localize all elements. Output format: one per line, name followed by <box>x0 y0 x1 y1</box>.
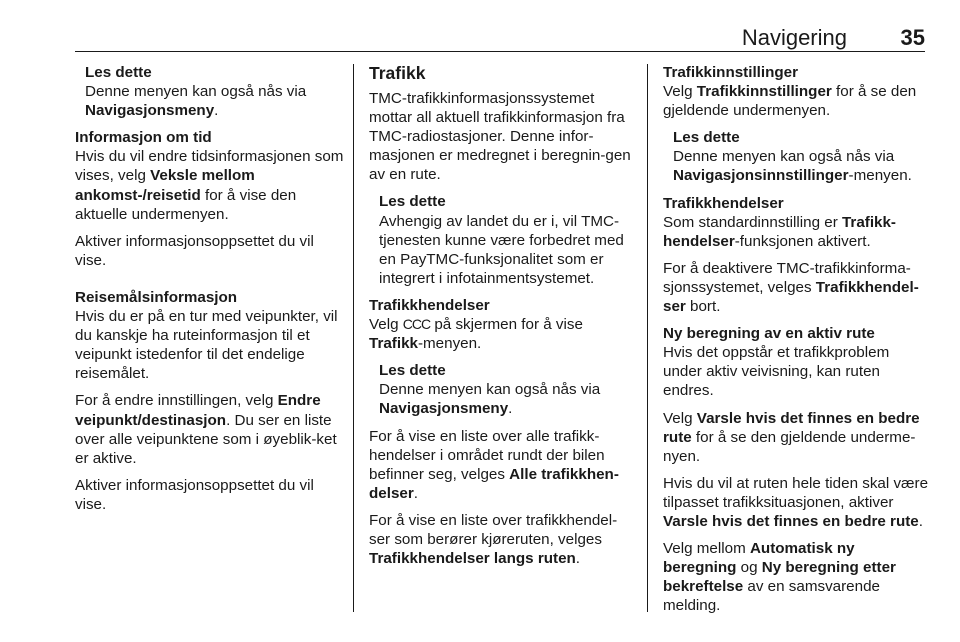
note-title: Les dette <box>85 64 152 81</box>
paragraph <box>663 213 929 251</box>
text: . <box>413 484 418 502</box>
text: for å se den gjeldende undermenyen. <box>663 83 917 120</box>
paragraph <box>369 511 635 568</box>
heading-traffic-events: Trafikkhendelser <box>663 194 784 212</box>
paragraph <box>663 82 929 120</box>
paragraph: Aktiver informasjonsoppsettet du vil vise. <box>75 232 314 269</box>
text: Velg <box>369 316 403 334</box>
text: For å vise en liste over alle trafikk‐hendelser i området rundt der bilen befinner seg, velges <box>369 427 605 483</box>
paragraph: TMC-trafikkinformasjonssystemet mottar all aktuell trafikkinformasjon fra TMC-radiostasjoner. Denne infor‐masjonen er medregnet i beregnin‐gen av en rute. <box>369 90 631 184</box>
menu-item-ref: Trafikkinnstillinger <box>696 83 832 101</box>
menu-item-ref: Veksle mellom ankomst-/reisetid <box>75 167 255 204</box>
paragraph: Hvis det oppstår et trafikkproblem under aktiv veivisning, kan ruten endres. <box>663 344 890 400</box>
text: Velg <box>663 83 697 101</box>
menu-item-ref: Varsle hvis det finnes en bedre rute <box>663 409 920 446</box>
page-number: 35 <box>900 25 925 50</box>
paragraph <box>75 391 345 467</box>
traffic-icon: CCC <box>402 316 431 333</box>
text: Hvis du vil endre tidsinformasjonen som vises, velg <box>75 148 344 185</box>
paragraph <box>663 539 929 615</box>
heading-time-info: Informasjon om tid <box>75 129 212 147</box>
page-header <box>75 27 925 49</box>
menu-item-ref: Ny beregning etter bekreftelse <box>663 559 896 596</box>
paragraph <box>663 474 929 531</box>
text: Velg mellom <box>663 540 750 558</box>
text: Velg <box>663 409 697 427</box>
note-title: Les dette <box>673 129 740 147</box>
paragraph <box>369 315 635 353</box>
menu-item-ref: Trafikk <box>369 335 418 353</box>
heading-traffic-settings: Trafikkinnstillinger <box>663 64 799 81</box>
column-divider-2 <box>647 64 648 612</box>
text: Som standardinnstilling er <box>663 213 842 231</box>
text: -funksjonen aktivert. <box>734 232 871 250</box>
note-end: . <box>508 400 513 418</box>
note-text: Denne menyen kan også nås via <box>379 381 601 399</box>
paragraph: Hvis du er på en tur med veipunkter, vil du kanskje ha ruteinformasjon til et veipunkt istedenfor til det endelige reisemålet. <box>75 308 338 383</box>
column-1 <box>75 63 345 522</box>
text: . <box>918 512 923 530</box>
text: av en samsvarende melding. <box>663 578 880 615</box>
paragraph <box>75 147 345 223</box>
menu-item-ref: Alle trafikkhen‐delser <box>369 465 619 502</box>
text: -menyen. <box>417 335 482 353</box>
chapter-title: Navigering <box>741 25 847 50</box>
header-rule <box>75 51 925 52</box>
menu-item-ref: Trafikkhendelser langs ruten <box>369 550 576 568</box>
heading-traffic: Trafikk <box>369 63 426 83</box>
note-box <box>85 63 345 120</box>
column-2 <box>369 63 635 576</box>
note-text: Avhengig av landet du er i, vil TMC-tjenesten kunne være forbedret med en PayTMC-funksjonalitet som er integrert i infotainmentsystemet. <box>379 212 624 287</box>
note-text: Denne menyen kan også nås via <box>673 148 895 166</box>
text: for å se den gjeldende underme‐nyen. <box>663 428 916 465</box>
menu-item-ref: Automatisk ny beregning <box>663 540 855 577</box>
note-box <box>379 192 635 287</box>
paragraph <box>369 427 635 503</box>
note-menu-name: Navigasjonsmeny <box>85 102 215 120</box>
heading-destination-info: Reisemålsinformasjon <box>75 288 238 306</box>
menu-item-ref: Trafikk‐hendelser <box>663 213 896 250</box>
note-end: -menyen. <box>848 167 912 185</box>
note-menu-name: Navigasjonsmeny <box>379 400 509 418</box>
column-3 <box>663 63 929 623</box>
text: og <box>736 559 762 577</box>
text: For å endre innstillingen, velg <box>75 392 278 410</box>
menu-item-ref: Varsle hvis det finnes en bedre rute <box>663 512 919 530</box>
text: bort. <box>685 298 721 316</box>
menu-item-ref: Trafikkhendel‐ser <box>663 278 919 316</box>
text: Hvis du vil at ruten hele tiden skal være tilpasset trafikksituasjonen, aktiver <box>663 474 929 511</box>
paragraph: Aktiver informasjonsoppsettet du vil vise. <box>75 476 314 513</box>
text: For å vise en liste over trafikkhendel‐ser som berører kjøreruten, velges <box>369 511 618 548</box>
menu-item-ref: Endre veipunkt/destinasjon <box>75 392 321 429</box>
text: . <box>575 550 581 568</box>
note-box <box>673 128 929 185</box>
note-end: . <box>214 102 219 120</box>
text: . Du ser en liste over alle veipunktene som i øyeblik‐ket er aktive. <box>75 411 337 467</box>
paragraph <box>663 409 929 466</box>
heading-traffic-events: Trafikkhendelser <box>369 296 490 314</box>
heading-route-recalculation: Ny beregning av en aktiv rute <box>663 325 875 343</box>
note-text: Denne menyen kan også nås via <box>85 83 307 101</box>
column-divider-1 <box>353 64 354 612</box>
note-box <box>379 361 635 418</box>
text: på skjermen for å vise <box>430 316 583 334</box>
note-title: Les dette <box>379 193 446 211</box>
note-title: Les dette <box>379 362 446 380</box>
paragraph <box>663 259 929 316</box>
note-menu-name: Navigasjonsinnstillinger <box>673 167 849 185</box>
text: for å vise den aktuelle undermenyen. <box>75 186 297 223</box>
text: For å deaktivere TMC-trafikkinforma‐sjonssystemet, velges <box>663 259 911 296</box>
